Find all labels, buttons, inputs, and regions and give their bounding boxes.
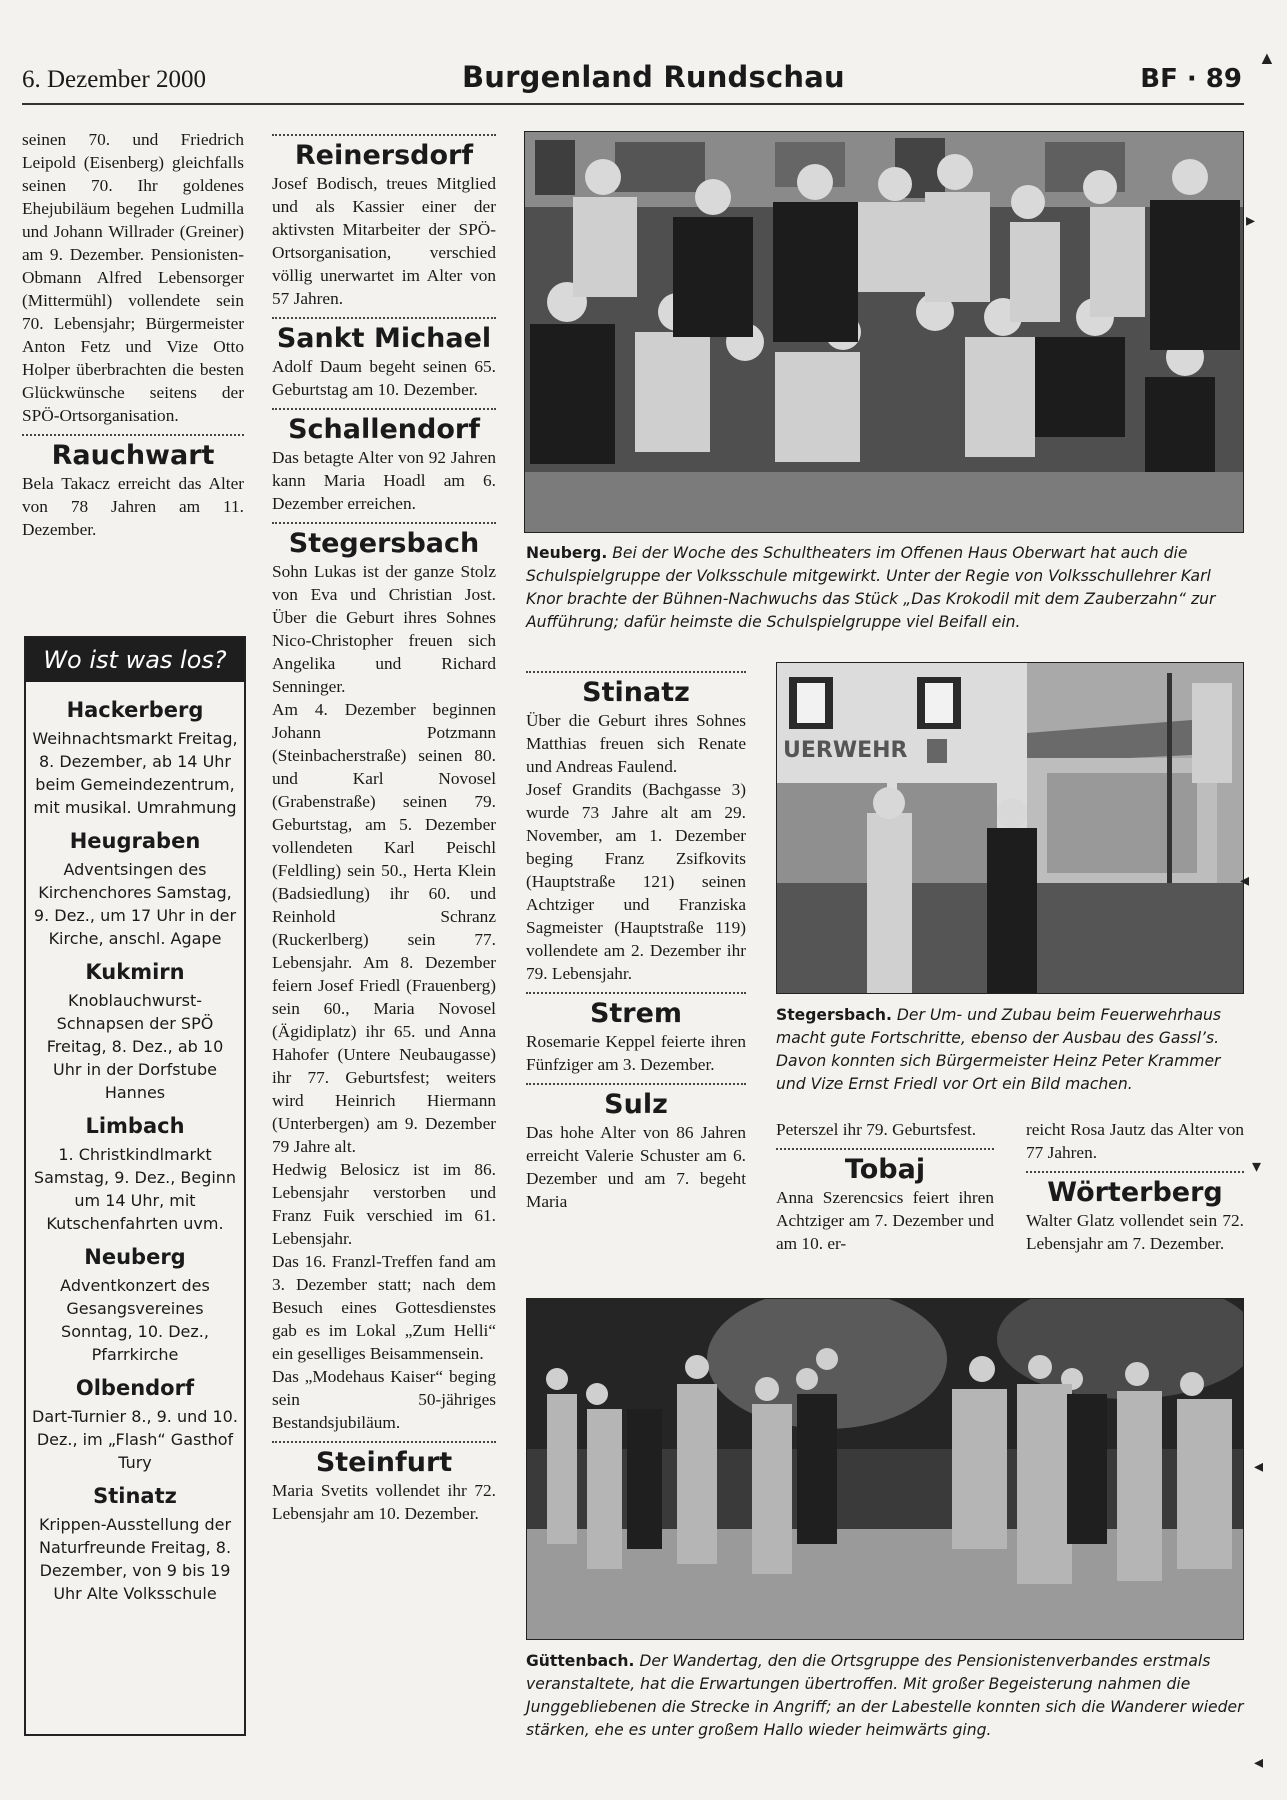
column-3	[526, 664, 746, 1213]
scan-mark-icon: ▲	[1258, 48, 1276, 68]
events-box	[24, 636, 246, 1736]
event-place: Stinatz	[93, 1484, 177, 1508]
article-text: Adolf Daum begeht seinen 65. Geburtstag am 10. Dezember.	[272, 357, 496, 399]
column-4	[776, 1118, 994, 1255]
event-item	[30, 829, 240, 950]
section-heading: Wörterberg	[1047, 1177, 1223, 1208]
scan-mark-icon: ◂	[1254, 1456, 1264, 1476]
header-rule	[22, 103, 1244, 105]
divider	[22, 434, 244, 436]
issue-date: 6. Dezember 2000	[22, 66, 206, 93]
event-item	[30, 1376, 240, 1474]
page-number: BF · 89	[1140, 64, 1242, 94]
divider	[526, 671, 746, 673]
stegersbach-photo-caption	[776, 1004, 1246, 1096]
article-text: Bela Takacz erreicht das Alter von 78 Jahren am 11. Dezember.	[22, 474, 244, 539]
guettenbach-hiking-photo	[526, 1298, 1244, 1640]
column-5	[1026, 1118, 1244, 1255]
event-details: Dart-Turnier 8., 9. und 10. Dez., im „Flash“ Gasthof Tury	[32, 1407, 238, 1472]
event-details: Weihnachtsmarkt Freitag, 8. Dezember, ab 14 Uhr beim Gemeindezentrum, mit musikal. Umrahmung	[32, 729, 238, 817]
section-heading: Stegersbach	[288, 528, 480, 559]
scan-mark-icon: ▾	[1252, 1156, 1262, 1176]
divider	[272, 408, 496, 410]
event-item	[30, 1245, 240, 1366]
caption-place: Stegersbach.	[776, 1006, 892, 1024]
scan-mark-icon: ▸	[1246, 210, 1256, 230]
divider	[776, 1148, 994, 1150]
event-place: Heugraben	[69, 829, 201, 853]
divider	[272, 134, 496, 136]
divider	[272, 317, 496, 319]
section-heading: Tobaj	[844, 1154, 926, 1185]
section-heading: Steinfurt	[315, 1447, 453, 1478]
children-group-image	[525, 132, 1243, 532]
divider	[272, 522, 496, 524]
article-text: Sohn Lukas ist der ganze Stolz von Eva und Christian Jost. Über die Geburt ihres Sohnes Nico-Christopher freuen sich Angelika und Richard Senninger.	[272, 562, 496, 696]
event-details: Adventsingen des Kirchenchores Samstag, 9. Dez., um 17 Uhr in der Kirche, anschl. Agape	[33, 860, 237, 948]
article-text: Das „Modehaus Kaiser“ beging sein 50-jähriges Bestandsjubiläum.	[272, 1367, 496, 1432]
event-item	[30, 1114, 240, 1235]
section-heading: Sankt Michael	[276, 323, 492, 354]
guettenbach-photo-caption	[526, 1650, 1246, 1742]
article-text: Das 16. Franzl-Treffen fand am 3. Dezember statt; nach dem Besuch eines Gottesdienstes gab es im Lokal „Zum Helli“ ein geselliges Beisammensein.	[272, 1252, 496, 1363]
event-place: Neuberg	[84, 1245, 186, 1269]
column-1	[22, 128, 244, 541]
stegersbach-firestation-photo	[776, 662, 1244, 994]
caption-place: Güttenbach.	[526, 1652, 635, 1670]
event-details: 1. Christkindlmarkt Samstag, 9. Dez., Beginn um 14 Uhr, mit Kutschenfahrten uvm.	[33, 1145, 237, 1233]
article-text: Peterszel ihr 79. Geburtsfest.	[776, 1120, 977, 1139]
section-heading: Stinatz	[582, 677, 690, 708]
firestation-sign: UERWEHR	[783, 738, 908, 763]
divider	[526, 992, 746, 994]
event-place: Limbach	[85, 1114, 185, 1138]
event-place: Hackerberg	[66, 698, 204, 722]
caption-text: Der Um- und Zubau beim Feuerwehrhaus macht gute Fortschritte, ebenso der Ausbau des Gassl’s. Davon konnten sich Bürgermeister Heinz Peter Krammer und Vize Ernst Friedl vor Ort ein Bild machen.	[776, 1006, 1222, 1093]
newspaper-title: Burgenland Rundschau	[462, 60, 845, 94]
event-place: Kukmirn	[85, 960, 185, 984]
events-box-title: Wo ist was los?	[26, 638, 244, 682]
event-details: Knoblauchwurst-Schnapsen der SPÖ Freitag, 8. Dez., ab 10 Uhr in der Dorfstube Hannes	[46, 991, 224, 1102]
caption-text: Der Wandertag, den die Ortsgruppe des Pensionistenverbandes erstmals veranstaltete, hat die Erwartungen übertroffen. Mit großer Begeisterung nahmen die Junggebliebenen die Strecke in Angriff; an der Labestelle konnten sich die Wanderer wieder stärken, ehe es unter großem Hallo wieder heimwärts ging.	[526, 1652, 1244, 1739]
article-text: Maria Svetits vollendet ihr 72. Lebensjahr am 10. Dezember.	[272, 1481, 496, 1523]
divider	[1026, 1171, 1244, 1173]
event-item	[30, 1484, 240, 1605]
column-2	[272, 128, 496, 1525]
article-text: Das hohe Alter von 86 Jahren erreicht Valerie Schuster am 6. Dezember und am 7. begeht Maria	[526, 1123, 746, 1211]
section-heading: Strem	[589, 998, 683, 1029]
caption-text: Bei der Woche des Schultheaters im Offenen Haus Oberwart hat auch die Schulspielgruppe der Volksschule mitgewirkt. Unter der Regie von Volksschullehrer Karl Knor brachte der Bühnen-Nachwuchs das Stück „Das Krokodil mit dem Zauberzahn“ zur Aufführung; dafür heimste die Schulspielgruppe viel Beifall ein.	[526, 544, 1216, 631]
section-heading: Rauchwart	[51, 440, 215, 471]
article-text: Walter Glatz vollendet sein 72. Lebensjahr am 7. Dezember.	[1026, 1211, 1244, 1253]
event-details: Adventkonzert des Gesangsvereines Sonntag, 10. Dez., Pfarrkirche	[60, 1276, 210, 1364]
event-place: Olbendorf	[75, 1376, 195, 1400]
article-text: Rosemarie Keppel feierte ihren Fünfziger am 3. Dezember.	[526, 1032, 746, 1074]
article-text: Am 4. Dezember beginnen Johann Potzmann (Steinbacherstraße) seinen 80. und Karl Novosel (Grabenstraße) seinen 79. Geburtstag, am 5. Dezember vollendeten Karl Peischl (Feldling) sein 50., Herta Klein (Badsiedlung) ihr 60. und Reinhold Schranz (Ruckerlberg) sein 77. Lebensjahr. Am 8. Dezember feiern Josef Friedl (Frauenberg) sein 60., Maria Novosel (Ägidiplatz) ihr 65. und Anna Hahofer (Untere Neubaugasse) ihr 77. Geburtsfest; weiters wird Heinrich Hiermann (Unterbergen) am 9. Dezember 79 Jahre alt.	[272, 700, 496, 1156]
section-heading: Schallendorf	[288, 414, 480, 445]
article-text: Anna Szerencsics feiert ihren Achtziger am 7. Dezember und am 10. er-	[776, 1188, 994, 1253]
event-details: Krippen-Ausstellung der Naturfreunde Freitag, 8. Dezember, von 9 bis 19 Uhr Alte Volksschule	[38, 1515, 232, 1603]
article-text: Josef Bodisch, treues Mitglied und als Kassier einer der aktivsten Mitarbeiter der SPÖ-Ortsorganisation, verschied völlig unerwartet im Alter von 57 Jahren.	[272, 174, 496, 308]
caption-place: Neuberg.	[526, 544, 608, 562]
article-text: Über die Geburt ihres Sohnes Matthias freuen sich Renate und Andreas Faulend.	[526, 711, 746, 776]
divider	[526, 1083, 746, 1085]
events-list	[26, 682, 244, 1611]
article-text: seinen 70. und Friedrich Leipold (Eisenberg) gleichfalls seinen 70. Ihr goldenes Ehejubiläum begehen Ludmilla und Johann Willrader (Greiner) am 9. Dezember. Pensionisten-Obmann Alfred Lebensorger (Mittermühl) vollendete sein 70. Lebensjahr; Bürgermeister Anton Fetz und Vize Otto Holper überbrachten die besten Glückwünsche seitens der SPÖ-Ortsorganisation.	[22, 130, 244, 425]
article-text: Das betagte Alter von 92 Jahren kann Maria Hoadl am 6. Dezember erreichen.	[272, 448, 496, 513]
divider	[272, 1441, 496, 1443]
hiking-group-image	[527, 1299, 1243, 1639]
event-item	[30, 960, 240, 1104]
firestation-image	[777, 663, 1243, 993]
neuberg-group-photo	[524, 131, 1244, 533]
article-text: Hedwig Belosicz ist im 86. Lebensjahr verstorben und Franz Fuik verschied im 61. Lebensjahr.	[272, 1160, 496, 1248]
article-text: Josef Grandits (Bachgasse 3) wurde 73 Jahre alt am 29. November, am 1. Dezember beging Franz Zsifkovits (Hauptstraße 121) seinen Achtziger und Franziska Sagmeister (Hauptstraße 119) vollendete am 2. Dezember ihr 79. Lebensjahr.	[526, 780, 746, 983]
scan-mark-icon: ◂	[1254, 1752, 1264, 1772]
scan-mark-icon: ◂	[1240, 870, 1250, 890]
section-heading: Sulz	[604, 1089, 668, 1120]
section-heading: Reinersdorf	[294, 140, 474, 171]
event-item	[30, 698, 240, 819]
article-text: reicht Rosa Jautz das Alter von 77 Jahren.	[1026, 1120, 1244, 1162]
neuberg-photo-caption	[526, 542, 1246, 634]
